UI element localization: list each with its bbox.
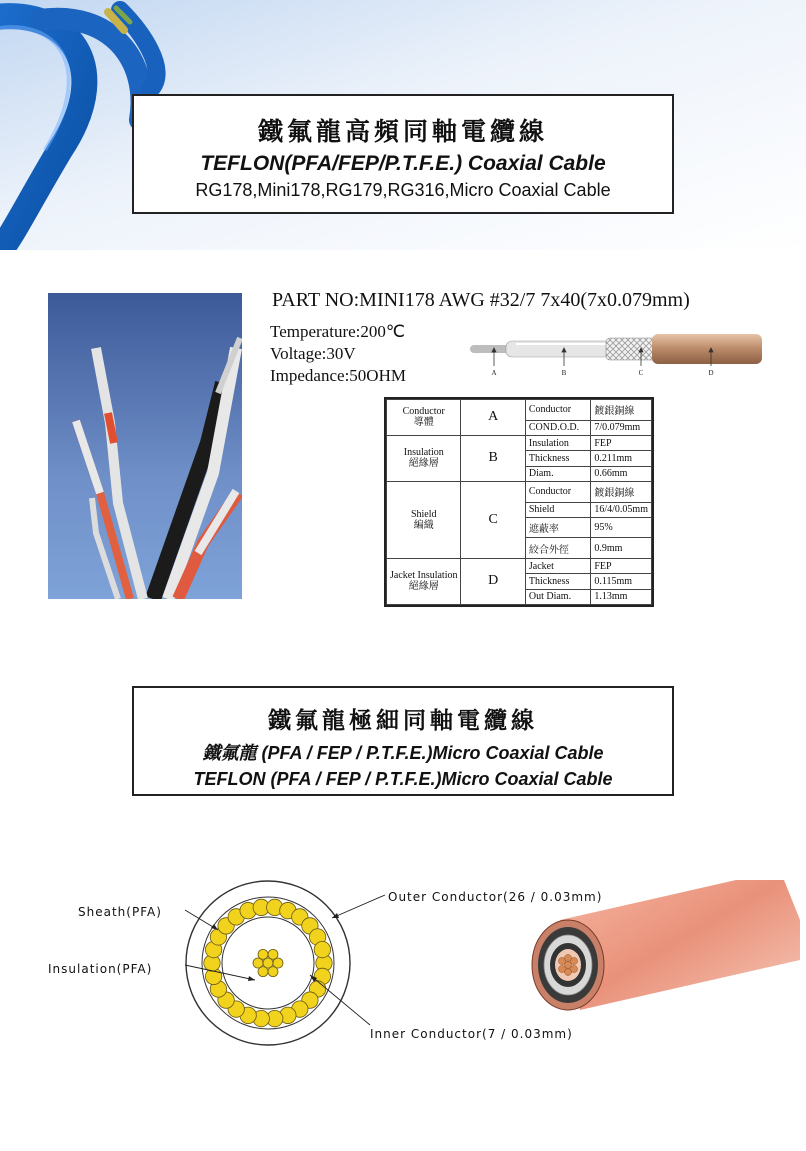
section2-line2: TEFLON (PFA / FEP / P.T.F.E.)Micro Coaxial Cable <box>193 769 613 789</box>
spec-temperature: Temperature:200℃ <box>270 322 405 341</box>
spec-impedance: Impedance:50OHM <box>270 366 406 385</box>
drawing-label-b: B <box>561 369 567 377</box>
table-row <box>387 482 652 503</box>
group-conductor: Conductor 導體 <box>387 400 461 436</box>
outer-conductor-strand <box>314 941 330 957</box>
title-models: RG178,Mini178,RG179,RG316,Micro Coaxial Cable <box>195 180 611 200</box>
drawing-label-c: C <box>638 369 644 377</box>
cable-product-photo <box>48 293 242 599</box>
group-letter: C <box>461 482 525 559</box>
label-inner-conductor: Inner Conductor(7 / 0.03mm) <box>370 1027 573 1041</box>
section2-line1: 鐵氟龍 (PFA / FEP / P.T.F.E.)Micro Coaxial Cable <box>202 743 604 763</box>
inner-conductor-strand <box>268 967 278 977</box>
group-insulation: Insulation 絕緣層 <box>387 435 461 481</box>
param-value: 7/0.079mm <box>591 420 652 435</box>
group-shield: Shield 編織 <box>387 482 461 559</box>
param-value: 95% <box>591 517 652 538</box>
param-value: 鍍銀銅線 <box>591 482 652 503</box>
param-value: 16/4/0.05mm <box>591 502 652 517</box>
param-name: 遮蔽率 <box>525 517 591 538</box>
group-jacket: Jacket Insulation 絕緣層 <box>387 558 461 604</box>
param-name: Thickness <box>525 574 591 589</box>
param-name: Out Diam. <box>525 589 591 604</box>
title-english: TEFLON(PFA/FEP/P.T.F.E.) Coaxial Cable <box>200 152 606 175</box>
param-value: 0.9mm <box>591 538 652 559</box>
param-value: 1.13mm <box>591 589 652 604</box>
spec-voltage: Voltage:30V <box>270 344 356 363</box>
table-row <box>387 400 652 421</box>
inner-conductor-strand <box>258 949 268 959</box>
param-name: Diam. <box>525 466 591 481</box>
group-letter: A <box>461 400 525 436</box>
table-row <box>387 435 652 450</box>
part-number: PART NO:MINI178 AWG #32/7 7x40(7x0.079mm) <box>272 289 690 311</box>
param-value: 0.66mm <box>591 466 652 481</box>
param-value: FEP <box>591 558 652 573</box>
specification-table <box>384 397 654 607</box>
group-letter: B <box>461 435 525 481</box>
param-name: Conductor <box>525 482 591 503</box>
section2-title-chinese: 鐵氟龍極細同軸電纜線 <box>268 708 538 734</box>
param-name: Thickness <box>525 451 591 466</box>
inner-conductor-strand <box>268 949 278 959</box>
drawing-label-d: D <box>708 369 714 377</box>
title-chinese: 鐵氟龍高頻同軸電纜線 <box>257 117 548 146</box>
label-outer-conductor: Outer Conductor(26 / 0.03mm) <box>388 890 603 904</box>
label-insulation: Insulation(PFA) <box>48 962 153 976</box>
param-name: Jacket <box>525 558 591 573</box>
table-row <box>387 558 652 573</box>
param-name: Conductor <box>525 400 591 421</box>
label-sheath: Sheath(PFA) <box>78 905 162 919</box>
group-letter: D <box>461 558 525 604</box>
param-name: 絞合外徑 <box>525 538 591 559</box>
param-value: 0.115mm <box>591 574 652 589</box>
title-box-coaxial <box>132 94 674 214</box>
param-name: Insulation <box>525 435 591 450</box>
param-value: 鍍銀銅線 <box>591 400 652 421</box>
drawing-label-a: A <box>491 369 497 377</box>
param-value: FEP <box>591 435 652 450</box>
param-value: 0.211mm <box>591 451 652 466</box>
title-box-micro-coaxial <box>132 686 674 796</box>
param-name: COND.O.D. <box>525 420 591 435</box>
micro-coax-3d-illustration <box>520 880 800 1040</box>
cable-construction-drawing <box>466 328 766 384</box>
param-name: Shield <box>525 502 591 517</box>
